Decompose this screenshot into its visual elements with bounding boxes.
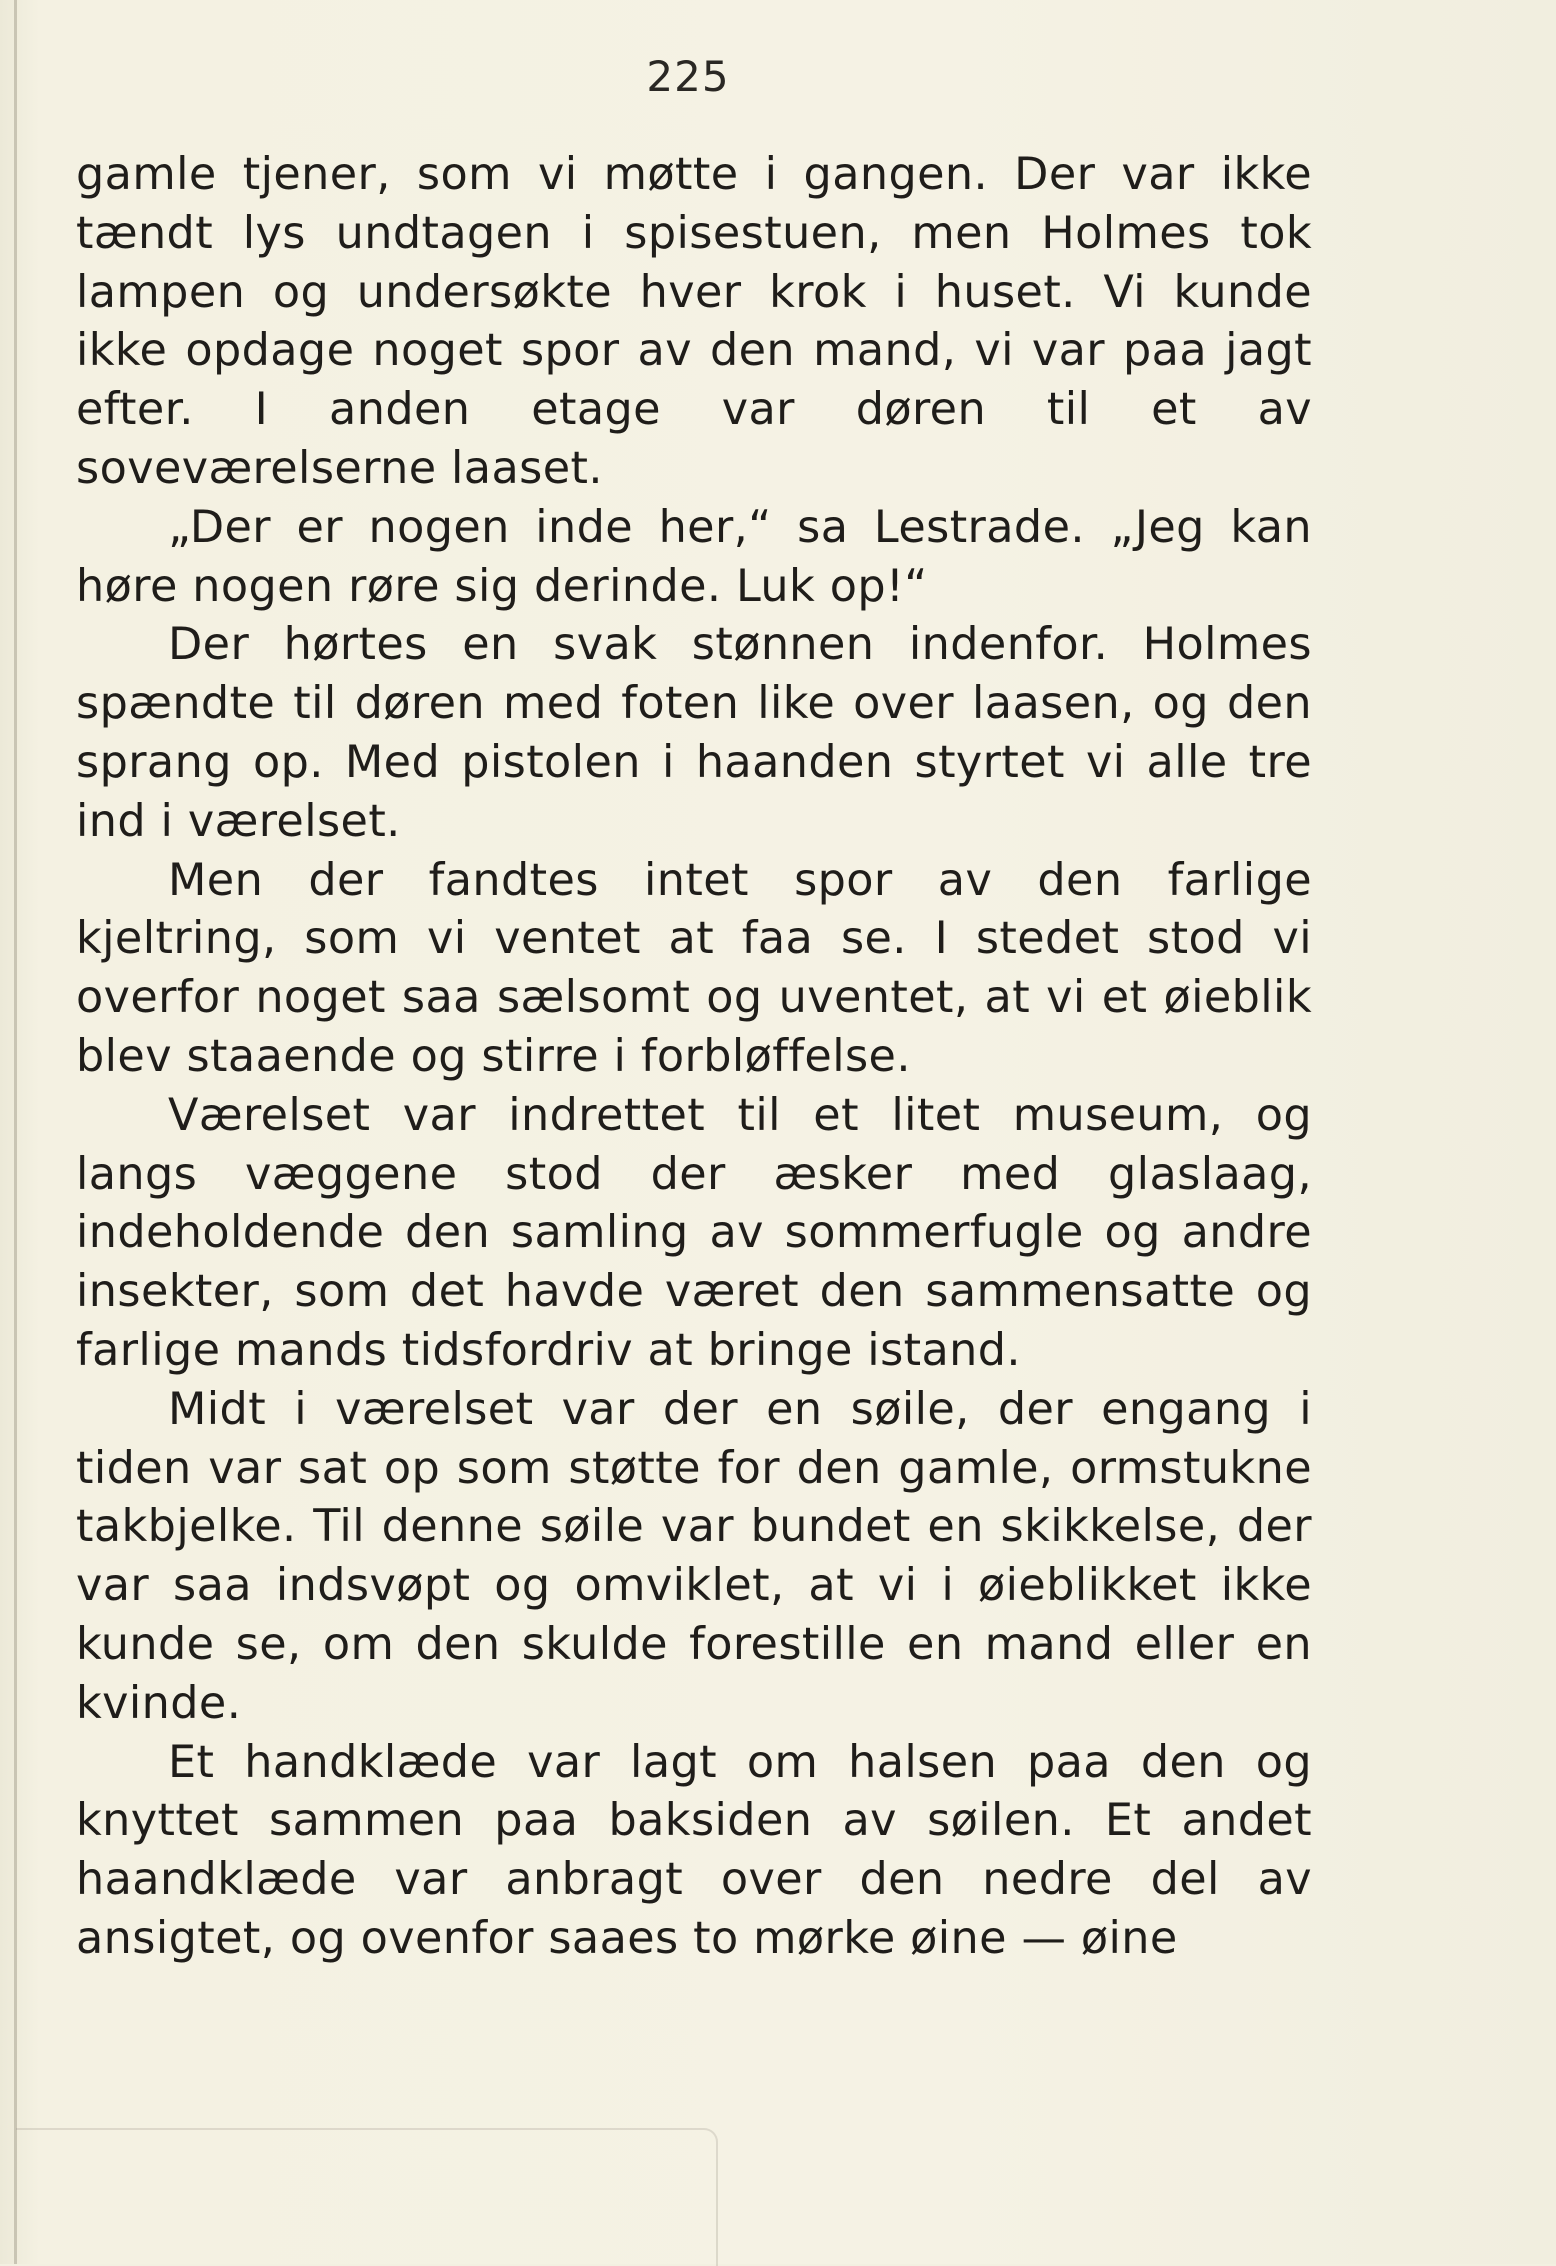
paragraph-7: Et handklæde var lagt om halsen paa den og knyttet sammen paa baksiden av søilen. Et andet haandklæde var anbragt over den nedre del av ansigtet, og ovenfor saaes to mørke øine — øine — [76, 1736, 1312, 1964]
page-number: 225 — [646, 52, 730, 101]
paragraph-2: „Der er nogen inde her,“ sa Lestrade. „Jeg kan høre nogen røre sig derinde. Luk op!“ — [76, 501, 1312, 612]
paragraph-5: Værelset var indrettet til et litet museum, og langs væggene stod der æsker med glaslaag, indeholdende den samling av sommerfugle og andre insekter, som det havde været den sammensatte og farlige mands tidsfordriv at bringe istand. — [76, 1089, 1312, 1376]
paragraph-1: gamle tjener, som vi møtte i gangen. Der var ikke tændt lys undtagen i spisestuen, men Holmes tok lampen og undersøkte hver krok i huset. Vi kunde ikke opdage noget spor av den mand, vi var paa jagt efter. I anden etage var døren til et av soveværelserne laaset. — [76, 149, 1312, 494]
page-corner-shadow — [16, 2128, 718, 2266]
body-text — [76, 146, 1312, 1969]
paragraph-6: Midt i værelset var der en søile, der engang i tiden var sat op som støtte for den gamle, ormstukne takbjelke. Til denne søile var bundet en skikkelse, der var saa indsvøpt og omviklet, at vi i øieblikket ikke kunde se, om den skulde forestille en mand eller en kvinde. — [76, 1383, 1312, 1729]
binding-edge — [14, 0, 17, 2264]
paragraph-4: Men der fandtes intet spor av den farlige kjeltring, som vi ventet at faa se. I stedet stod vi overfor noget saa sælsomt og uventet, at vi et øieblik blev staaende og stirre i forbløffelse. — [76, 854, 1312, 1082]
paragraph-3: Der hørtes en svak stønnen indenfor. Holmes spændte til døren med foten like over laasen, og den sprang op. Med pistolen i haanden styrtet vi alle tre ind i værelset. — [76, 619, 1312, 847]
